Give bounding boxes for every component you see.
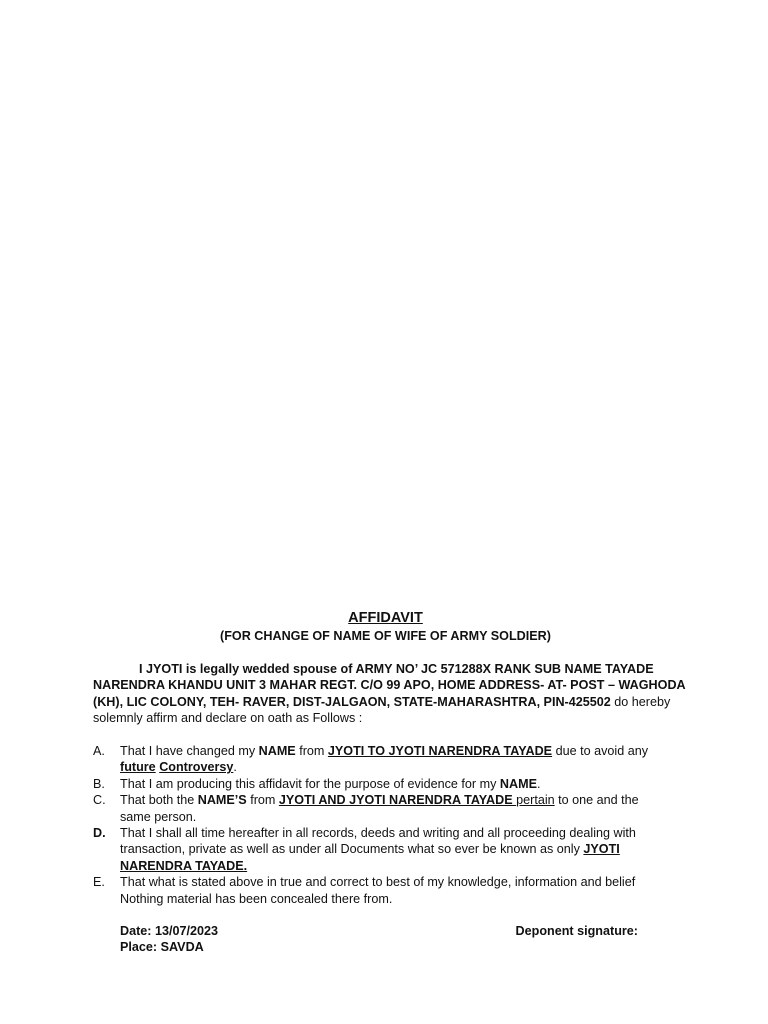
intro-paragraph: [93, 661, 686, 727]
date-row: [120, 923, 660, 939]
item-marker: E.: [93, 875, 105, 890]
place-line: Place: SAVDA: [120, 940, 204, 955]
intro-line-1: I JYOTI is legally wedded spouse of ARMY NO’ JC 571288X RANK SUB NAME TAYADE: [139, 662, 654, 676]
deponent-signature-label: Deponent signature:: [515, 924, 638, 938]
intro-address: (KH), LIC COLONY, TEH- RAVER, DIST-JALGAON, STATE-MAHARASHTRA, PIN-425502: [93, 694, 611, 709]
text-run: JYOTI AND JYOTI NARENDRA TAYADE: [278, 793, 517, 808]
list-item: [93, 776, 683, 792]
list-item: [93, 743, 683, 776]
item-marker: C.: [93, 793, 106, 808]
intro-line-3-rest: do hereby: [610, 694, 671, 709]
text-run: same person.: [120, 809, 197, 824]
item-text: [120, 825, 683, 874]
intro-line-4: solemnly affirm and declare on oath as Follows :: [93, 711, 363, 726]
item-marker: B.: [93, 776, 105, 791]
date-line: Date: 13/07/2023: [120, 924, 219, 938]
signature-block: [120, 923, 660, 956]
text-run: Controversy: [159, 760, 234, 775]
text-run: NAME’S: [197, 793, 247, 808]
text-run: JYOTI: [583, 842, 620, 857]
affidavit-subtitle: (FOR CHANGE OF NAME OF WIFE OF ARMY SOLDIER): [220, 629, 551, 643]
item-text: [120, 874, 683, 907]
text-run: NARENDRA TAYADE.: [120, 858, 248, 873]
list-item: [93, 825, 683, 874]
item-text: [120, 776, 683, 792]
text-run: That I have changed my: [120, 744, 259, 758]
intro-line-3: [93, 694, 683, 710]
text-run: NAME: [258, 744, 296, 758]
declaration-list: [93, 743, 683, 907]
text-run: NAME: [499, 776, 537, 791]
text-run: JYOTI TO JYOTI NARENDRA TAYADE: [327, 744, 553, 758]
item-marker: D.: [93, 826, 106, 841]
intro-line-2: NARENDRA KHANDU UNIT 3 MAHAR REGT. C/O 99 APO, HOME ADDRESS- AT- POST – WAGHODA: [93, 678, 686, 693]
text-run: transaction, private as well as under all Documents what so ever be known as only: [120, 842, 584, 857]
text-run: future: [120, 760, 156, 775]
text-run: That I shall all time hereafter in all records, deeds and writing and all proceeding dealing with: [120, 826, 636, 841]
affidavit-title: AFFIDAVIT: [348, 610, 423, 626]
list-item: [93, 874, 683, 907]
text-run: That I am producing this affidavit for the purpose of evidence for my: [120, 776, 500, 791]
item-text: [120, 792, 683, 825]
text-run: Nothing material has been concealed there from.: [120, 891, 393, 906]
item-marker: A.: [93, 744, 105, 758]
text-run: from: [295, 744, 328, 758]
item-text: [120, 743, 683, 776]
text-run: pertain: [516, 793, 555, 808]
text-run: to one and the: [554, 793, 639, 808]
list-item: [93, 792, 683, 825]
text-run: due to avoid any: [552, 744, 649, 758]
text-run: That both the: [120, 793, 198, 808]
text-run: .: [233, 760, 237, 775]
text-run: .: [536, 776, 541, 791]
text-run: That what is stated above in true and correct to best of my knowledge, information and belief: [120, 875, 636, 890]
text-run: from: [246, 793, 279, 808]
